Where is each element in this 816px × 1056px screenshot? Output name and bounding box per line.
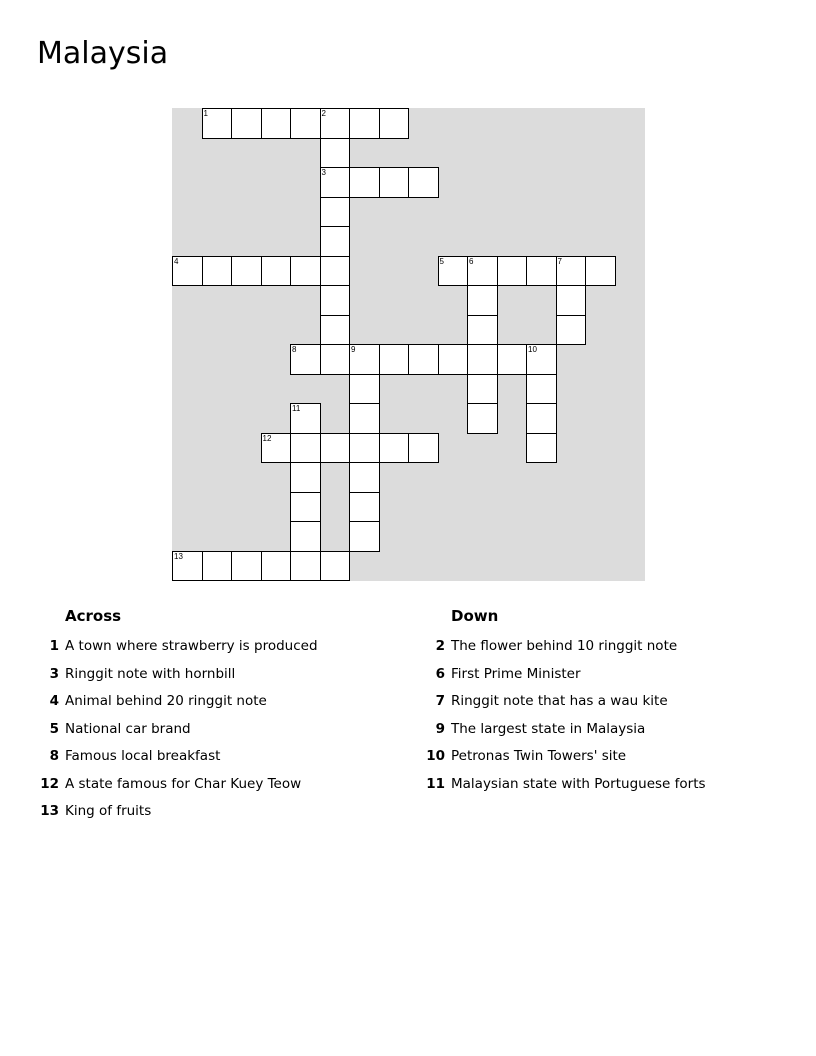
- grid-cell[interactable]: [497, 344, 528, 375]
- clue-number: 3: [49, 665, 59, 682]
- grid-cell[interactable]: [202, 108, 233, 139]
- grid-cell[interactable]: [438, 256, 469, 287]
- cell-number: 8: [292, 345, 297, 354]
- grid-cell[interactable]: [320, 167, 351, 198]
- grid-cell[interactable]: [172, 551, 203, 582]
- grid-cell[interactable]: [290, 433, 321, 464]
- grid-cell[interactable]: [290, 492, 321, 523]
- grid-cell[interactable]: [556, 315, 587, 346]
- grid-cell[interactable]: [408, 167, 439, 198]
- cell-number: 4: [174, 256, 179, 266]
- grid-cell[interactable]: [290, 344, 321, 375]
- clue-number: 6: [435, 665, 445, 682]
- clue-number: 9: [435, 720, 445, 737]
- clue-number: 7: [435, 693, 445, 709]
- across-clue-3: [30, 661, 400, 689]
- grid-cell[interactable]: [349, 374, 380, 405]
- grid-cell[interactable]: [261, 108, 292, 139]
- grid-cell[interactable]: [526, 433, 557, 464]
- cell-number: 10: [528, 345, 537, 354]
- crossword-grid: [172, 108, 645, 581]
- grid-cell[interactable]: [290, 551, 321, 582]
- grid-cell[interactable]: [320, 315, 351, 346]
- down-clue-7: [416, 688, 806, 716]
- grid-cell[interactable]: [349, 344, 380, 375]
- grid-cell[interactable]: [556, 256, 587, 287]
- cell-number: 3: [321, 168, 326, 177]
- grid-cell[interactable]: [202, 256, 233, 287]
- grid-cell[interactable]: [379, 108, 410, 139]
- clue-number: 5: [49, 720, 59, 737]
- cell-number: 1: [203, 109, 208, 118]
- grid-cell[interactable]: [349, 108, 380, 139]
- grid-cell[interactable]: [290, 403, 321, 434]
- across-clue-list: [30, 633, 400, 826]
- grid-cell[interactable]: [438, 344, 469, 375]
- clue-text: Ringgit note that has a wau kite: [451, 693, 668, 709]
- grid-cell[interactable]: [349, 167, 380, 198]
- cell-number: 13: [174, 551, 183, 561]
- grid-cell[interactable]: [408, 433, 439, 464]
- clue-number: 2: [435, 638, 445, 654]
- grid-cell[interactable]: [349, 433, 380, 464]
- across-clue-4: [30, 688, 400, 716]
- page-title: Malaysia: [37, 36, 169, 71]
- grid-cell[interactable]: [320, 197, 351, 228]
- down-clue-list: [416, 633, 806, 798]
- grid-cell[interactable]: [172, 256, 203, 287]
- cell-number: 5: [439, 256, 444, 266]
- clue-number: 10: [426, 748, 445, 764]
- clue-text: A town where strawberry is produced: [65, 638, 318, 654]
- down-clue-6: [416, 661, 806, 689]
- clue-text: King of fruits: [65, 803, 152, 819]
- clue-text: A state famous for Char Kuey Teow: [65, 775, 302, 792]
- grid-cell[interactable]: [231, 256, 262, 287]
- grid-cell[interactable]: [467, 256, 498, 287]
- grid-cell[interactable]: [261, 551, 292, 582]
- grid-cell[interactable]: [349, 462, 380, 493]
- across-clues-section: [30, 600, 400, 826]
- clue-text: Famous local breakfast: [65, 748, 221, 764]
- grid-cell[interactable]: [349, 403, 380, 434]
- grid-cell[interactable]: [320, 285, 351, 316]
- down-clue-11: [416, 771, 806, 799]
- across-clue-8: [30, 743, 400, 771]
- grid-cell[interactable]: [467, 403, 498, 434]
- cell-number: 7: [557, 256, 562, 266]
- grid-cell[interactable]: [526, 374, 557, 405]
- grid-cell[interactable]: [202, 551, 233, 582]
- grid-cell[interactable]: [585, 256, 616, 287]
- grid-cell[interactable]: [320, 138, 351, 169]
- clue-text: Animal behind 20 ringgit note: [65, 693, 267, 709]
- clue-number: 12: [40, 775, 59, 792]
- clue-number: 13: [40, 803, 59, 819]
- clue-text: National car brand: [65, 720, 191, 737]
- clue-text: Malaysian state with Portuguese forts: [451, 775, 706, 792]
- cell-number: 12: [262, 433, 272, 443]
- grid-cell[interactable]: [408, 344, 439, 375]
- grid-cell[interactable]: [320, 551, 351, 582]
- across-clue-12: [30, 771, 400, 799]
- grid-cell[interactable]: [349, 521, 380, 552]
- grid-cell[interactable]: [467, 285, 498, 316]
- grid-cell[interactable]: [261, 256, 292, 287]
- grid-cell[interactable]: [497, 256, 528, 287]
- down-clue-10: [416, 743, 806, 771]
- grid-cell[interactable]: [290, 108, 321, 139]
- grid-cell[interactable]: [349, 492, 380, 523]
- cell-number: 6: [469, 256, 474, 266]
- clue-text: First Prime Minister: [451, 665, 581, 682]
- clue-text: The flower behind 10 ringgit note: [451, 638, 678, 654]
- across-clue-1: [30, 633, 400, 661]
- grid-cell[interactable]: [526, 403, 557, 434]
- cell-number: 2: [321, 109, 326, 118]
- clue-number: 1: [49, 638, 59, 654]
- cell-number: 9: [351, 345, 356, 354]
- clue-text: Ringgit note with hornbill: [65, 665, 236, 682]
- clue-number: 4: [49, 693, 59, 709]
- grid-cell[interactable]: [320, 256, 351, 287]
- clue-text: Petronas Twin Towers' site: [451, 748, 627, 764]
- down-heading: Down: [451, 607, 499, 625]
- grid-cell[interactable]: [467, 315, 498, 346]
- clue-text: The largest state in Malaysia: [451, 720, 646, 737]
- down-clue-9: [416, 716, 806, 744]
- grid-cell[interactable]: [467, 374, 498, 405]
- grid-cell[interactable]: [261, 433, 292, 464]
- grid-cell[interactable]: [231, 551, 262, 582]
- clue-number: 11: [426, 775, 445, 792]
- grid-cell[interactable]: [290, 256, 321, 287]
- grid-cell[interactable]: [290, 521, 321, 552]
- grid-cell[interactable]: [467, 344, 498, 375]
- grid-cell[interactable]: [379, 344, 410, 375]
- across-clue-13: [30, 798, 400, 826]
- across-clue-5: [30, 716, 400, 744]
- across-heading: Across: [65, 607, 122, 625]
- grid-cell[interactable]: [379, 167, 410, 198]
- grid-cell[interactable]: [379, 433, 410, 464]
- grid-cell[interactable]: [231, 108, 262, 139]
- grid-cell[interactable]: [320, 108, 351, 139]
- grid-cell[interactable]: [526, 344, 557, 375]
- grid-cell[interactable]: [320, 433, 351, 464]
- down-clues-section: [416, 600, 806, 798]
- cell-number: 11: [292, 404, 301, 413]
- down-clue-2: [416, 633, 806, 661]
- grid-cell[interactable]: [320, 226, 351, 257]
- grid-cell[interactable]: [290, 462, 321, 493]
- grid-cell[interactable]: [320, 344, 351, 375]
- grid-cell[interactable]: [526, 256, 557, 287]
- grid-cell[interactable]: [556, 285, 587, 316]
- clue-number: 8: [49, 748, 59, 764]
